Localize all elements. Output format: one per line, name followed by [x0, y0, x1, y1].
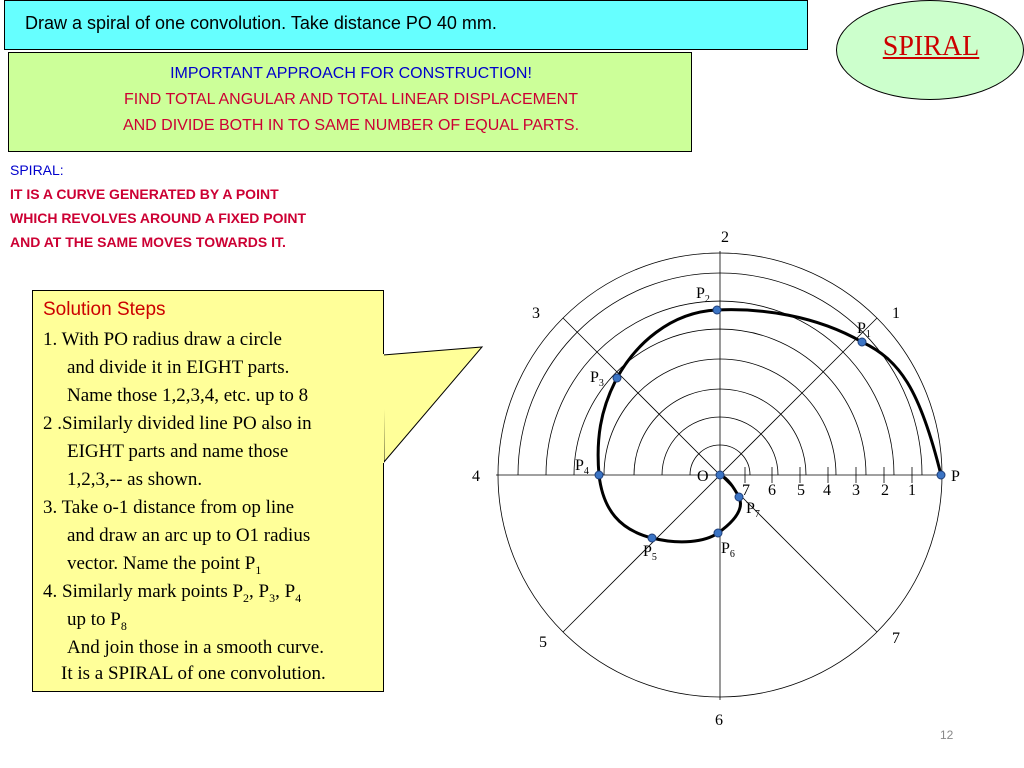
step-line-11-text: up to P: [67, 609, 121, 630]
slide-title: Draw a spiral of one convolution. Take distance PO 40 mm.: [25, 13, 497, 33]
definition-heading: SPIRAL:: [10, 162, 64, 178]
point-p3: [613, 374, 621, 382]
step-line-10-sep-1: , P: [249, 581, 270, 602]
point-p6: [714, 529, 722, 537]
approach-line-2: AND DIVIDE BOTH IN TO SAME NUMBER OF EQUAL PARTS.: [122, 117, 580, 134]
point-label-p4-sub: 4: [583, 466, 589, 477]
point-label-p7: [746, 500, 760, 520]
linear-label-4: 4: [823, 482, 831, 499]
step-line-2: and divide it in EIGHT parts.: [67, 357, 290, 378]
division-label-6: 6: [715, 712, 723, 729]
step-line-9-text: vector. Name the point P: [67, 553, 256, 574]
center-label: O: [697, 468, 709, 485]
point-p: [937, 471, 945, 479]
point-label-p7-base: P: [746, 500, 755, 517]
step-line-11-sub: 8: [120, 618, 127, 633]
definition-line-3: AND AT THE SAME MOVES TOWARDS IT.: [10, 234, 286, 250]
step-line-3: Name those 1,2,3,4, etc. up to 8: [67, 385, 309, 406]
point-label-p5-base: P: [643, 543, 652, 560]
point-label-p3-sub: 3: [598, 378, 604, 389]
linear-label-3: 3: [852, 482, 860, 499]
approach-line-1: FIND TOTAL ANGULAR AND TOTAL LINEAR DISPLACEMENT: [123, 91, 579, 108]
callout-arrow: [383, 347, 482, 462]
division-label-5: 5: [539, 634, 547, 651]
step-line-10-sub-2: 2: [243, 590, 250, 605]
start-label: P: [951, 468, 960, 485]
point-p1: [858, 338, 866, 346]
callout-join-cover: [380, 354, 384, 463]
division-label-7: 7: [892, 630, 900, 647]
point-label-p2-base: P: [696, 285, 705, 302]
page-number: 12: [940, 728, 954, 742]
step-line-9-sub: 1: [255, 562, 262, 577]
division-label-4: 4: [472, 468, 480, 485]
step-line-10-sub-3: 3: [269, 590, 276, 605]
step-line-7: 3. Take o-1 distance from op line: [43, 497, 295, 518]
step-line-4: 2 .Similarly divided line PO also in: [43, 413, 312, 434]
point-o: [716, 471, 724, 479]
point-label-p6-base: P: [721, 540, 730, 557]
definition-line-1: IT IS A CURVE GENERATED BY A POINT: [10, 186, 279, 202]
step-line-1: 1. With PO radius draw a circle: [43, 329, 282, 350]
point-label-p3-base: P: [590, 369, 599, 386]
definition-line-2: WHICH REVOLVES AROUND A FIXED POINT: [10, 210, 307, 226]
linear-label-2: 2: [881, 482, 889, 499]
point-label-p3: [590, 369, 604, 389]
badge-label: SPIRAL: [882, 31, 980, 62]
step-line-10-text: 4. Similarly mark points P: [43, 581, 244, 602]
linear-label-6: 6: [768, 482, 776, 499]
point-label-p7-sub: 7: [754, 509, 760, 520]
point-label-p5-sub: 5: [651, 552, 657, 563]
approach-heading: IMPORTANT APPROACH FOR CONSTRUCTION!: [170, 65, 532, 82]
linear-label-7: 7: [742, 482, 750, 499]
linear-label-1: 1: [908, 482, 916, 499]
step-line-10-sub-4: 4: [295, 590, 302, 605]
point-p5: [648, 534, 656, 542]
division-label-2: 2: [721, 229, 729, 246]
point-label-p1-sub: 1: [865, 329, 871, 340]
step-line-13: It is a SPIRAL of one convolution.: [61, 663, 326, 684]
point-label-p4: [575, 457, 589, 477]
division-label-3: 3: [532, 305, 540, 322]
point-label-p2-sub: 2: [704, 294, 710, 305]
linear-label-5: 5: [797, 482, 805, 499]
step-line-12: And join those in a smooth curve.: [67, 637, 324, 658]
step-line-5: EIGHT parts and name those: [67, 441, 289, 462]
step-line-6: 1,2,3,-- as shown.: [67, 469, 203, 490]
steps-heading: Solution Steps: [43, 299, 166, 320]
point-p4: [595, 471, 603, 479]
point-label-p1: [857, 320, 871, 340]
point-label-p5: [643, 543, 657, 563]
point-label-p6-sub: 6: [729, 549, 735, 560]
point-label-p1-base: P: [857, 320, 866, 337]
point-p2: [713, 306, 721, 314]
point-label-p4-base: P: [575, 457, 584, 474]
point-label-p6: [721, 540, 735, 560]
step-line-10-sep-2: , P: [275, 581, 296, 602]
division-label-1: 1: [892, 305, 900, 322]
step-line-8: and draw an arc up to O1 radius: [67, 525, 311, 546]
